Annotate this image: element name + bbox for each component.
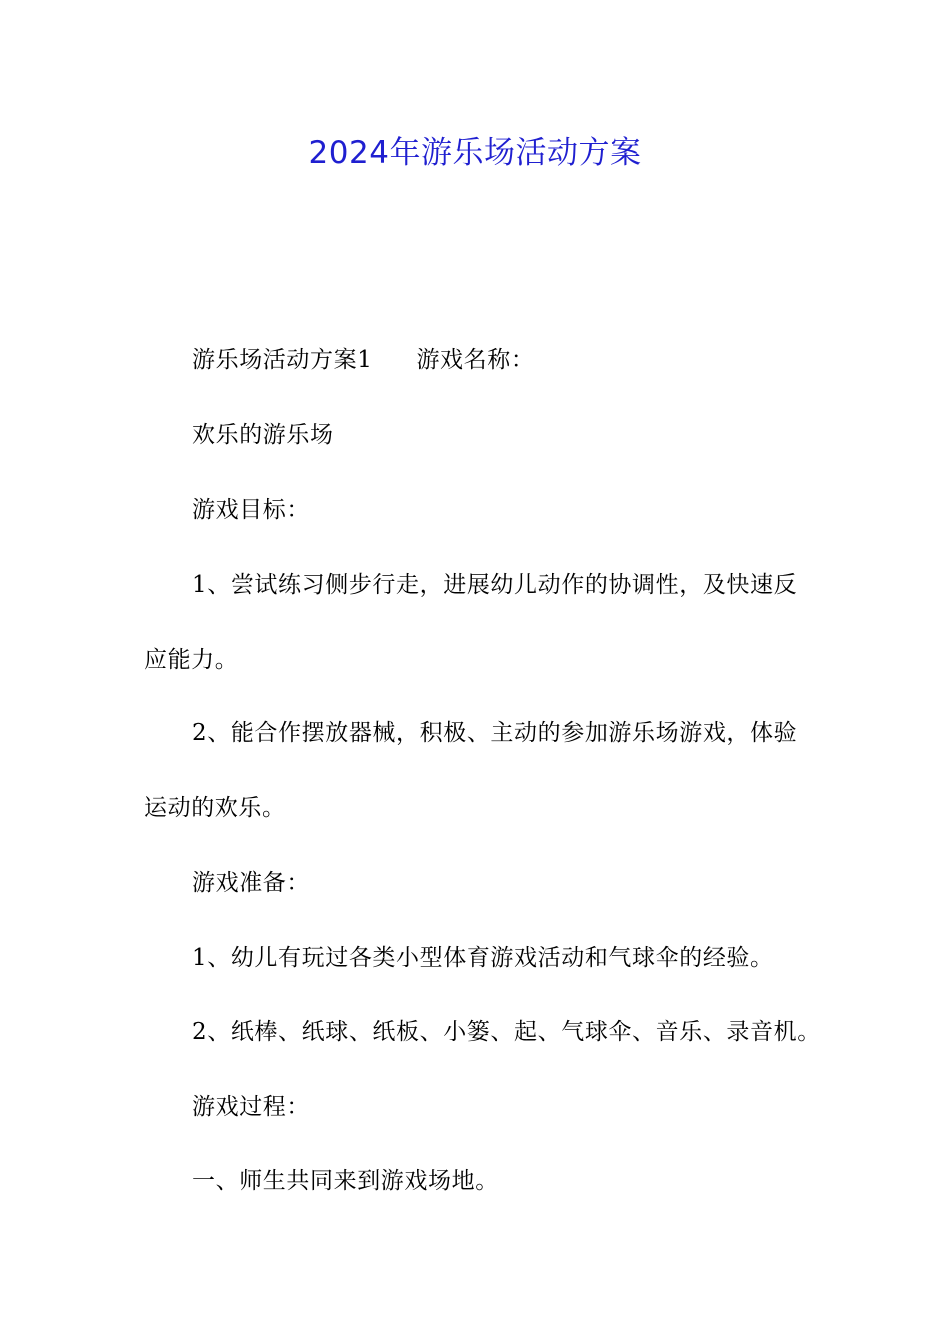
goal-2-line-1: 2、能合作摆放器械，积极、主动的参加游乐场游戏，体验 <box>192 720 798 746</box>
preparation-item-2: 2、纸棒、纸球、纸板、小篓、起、气球伞、音乐、录音机。 <box>192 1019 821 1045</box>
goal-2-line-2: 运动的欢乐。 <box>144 795 286 821</box>
goal-1-line-2: 应能力。 <box>144 647 239 673</box>
heading-line <box>192 343 534 377</box>
preparation-item-1: 1、幼儿有玩过各类小型体育游戏活动和气球伞的经验。 <box>192 945 774 971</box>
game-name-label: 游戏名称： <box>416 347 535 373</box>
process-step-1: 一、师生共同来到游戏场地。 <box>192 1168 499 1194</box>
goal-1-line-1: 1、尝试练习侧步行走，进展幼儿动作的协调性，及快速反 <box>192 572 798 598</box>
game-name-value: 欢乐的游乐场 <box>192 422 334 448</box>
plan-heading: 游乐场活动方案1 <box>192 347 373 373</box>
process-heading: 游戏过程： <box>192 1094 310 1120</box>
goals-heading: 游戏目标： <box>192 497 310 523</box>
document-title: 2024年游乐场活动方案 <box>308 135 642 171</box>
preparation-heading: 游戏准备： <box>192 870 310 896</box>
